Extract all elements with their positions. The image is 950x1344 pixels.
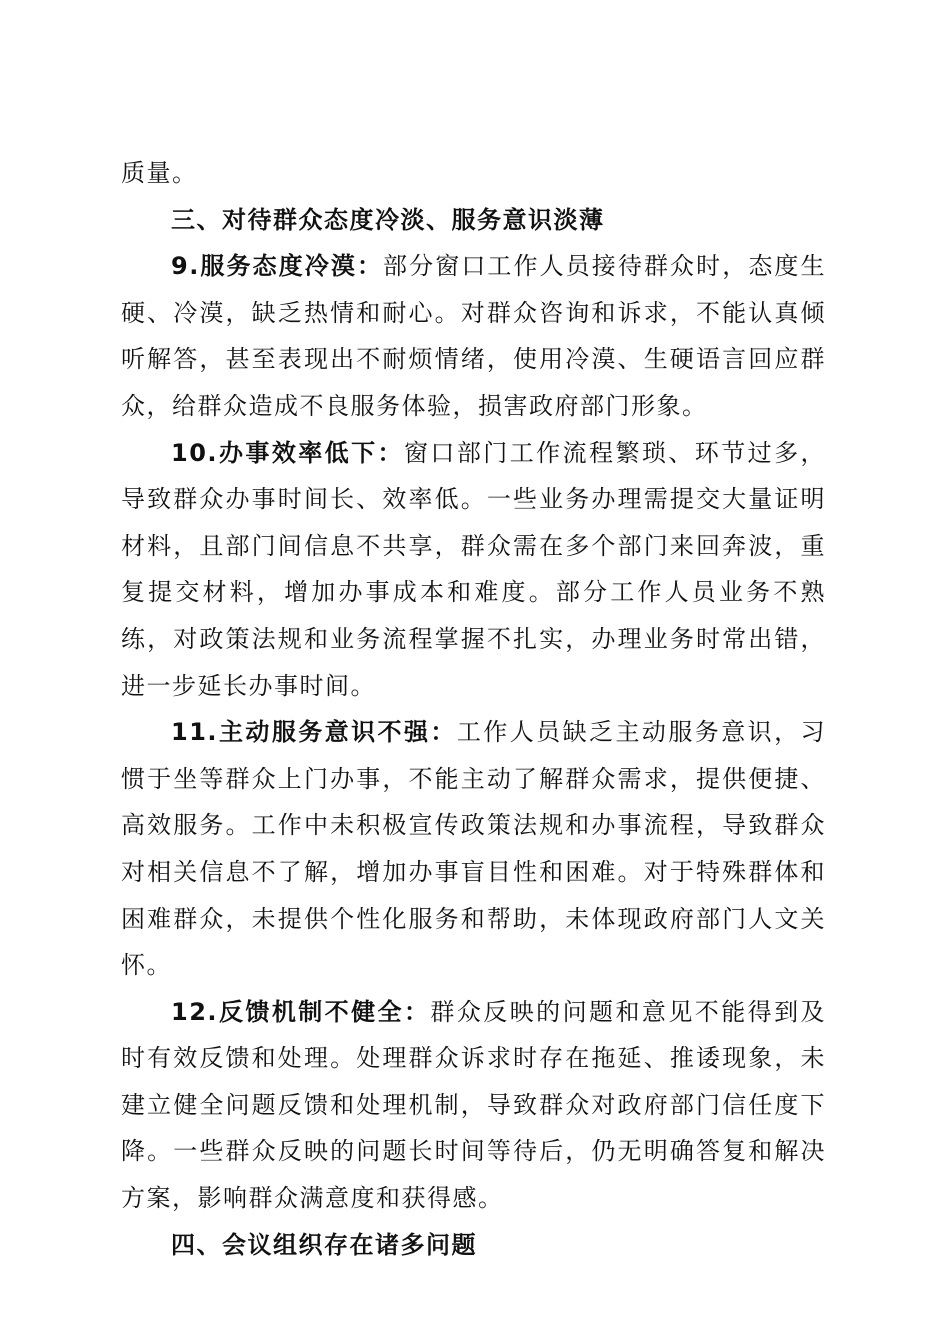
item-10-title: 10.办事效率低下： xyxy=(171,438,404,467)
item-12-title: 12.反馈机制不健全： xyxy=(171,997,431,1026)
item-9-body: 部分窗口工作人员接待群众时，态度生硬、冷漠，缺乏热情和耐心。对群众咨询和诉求，不能认真倾听解答，甚至表现出不耐烦情绪，使用冷漠、生硬语言回应群众，给群众造成不良服务体验，损害政府部门形象。 xyxy=(121,252,826,420)
item-12-paragraph xyxy=(121,989,826,1222)
item-10-paragraph xyxy=(121,430,826,710)
item-11-paragraph xyxy=(121,709,826,989)
item-10-body: 窗口部门工作流程繁琐、环节过多，导致群众办事时间长、效率低。一些业务办理需提交大量证明材料，且部门间信息不共享，群众需在多个部门来回奔波，重复提交材料，增加办事成本和难度。部分工作人员业务不熟练，对政策法规和业务流程掌握不扎实，办理业务时常出错，进一步延长办事时间。 xyxy=(121,438,827,700)
item-11-title: 11.主动服务意识不强： xyxy=(171,718,457,747)
item-11-body: 工作人员缺乏主动服务意识，习惯于坐等群众上门办事，不能主动了解群众需求，提供便捷、高效服务。工作中未积极宣传政策法规和办事流程，导致群众对相关信息不了解，增加办事盲目性和困难。对于特殊群体和困难群众，未提供个性化服务和帮助，未体现政府部门人文关怀。 xyxy=(121,718,827,980)
continuation-paragraph: 质量。 xyxy=(121,159,198,187)
item-12-body: 群众反映的问题和意见不能得到及时有效反馈和处理。处理群众诉求时存在拖延、推诿现象，未建立健全问题反馈和处理机制，导致群众对政府部门信任度下降。一些群众反映的问题长时间等待后，仍无明确答复和解决方案，影响群众满意度和获得感。 xyxy=(121,997,826,1213)
section-heading-4: 四、会议组织存在诸多问题 xyxy=(171,1230,477,1259)
document-body xyxy=(121,150,826,1268)
item-9-paragraph xyxy=(121,243,826,429)
item-9-title: 9.服务态度冷漠： xyxy=(171,252,384,281)
section-heading-3: 三、对待群众态度冷淡、服务意识淡薄 xyxy=(171,205,605,234)
